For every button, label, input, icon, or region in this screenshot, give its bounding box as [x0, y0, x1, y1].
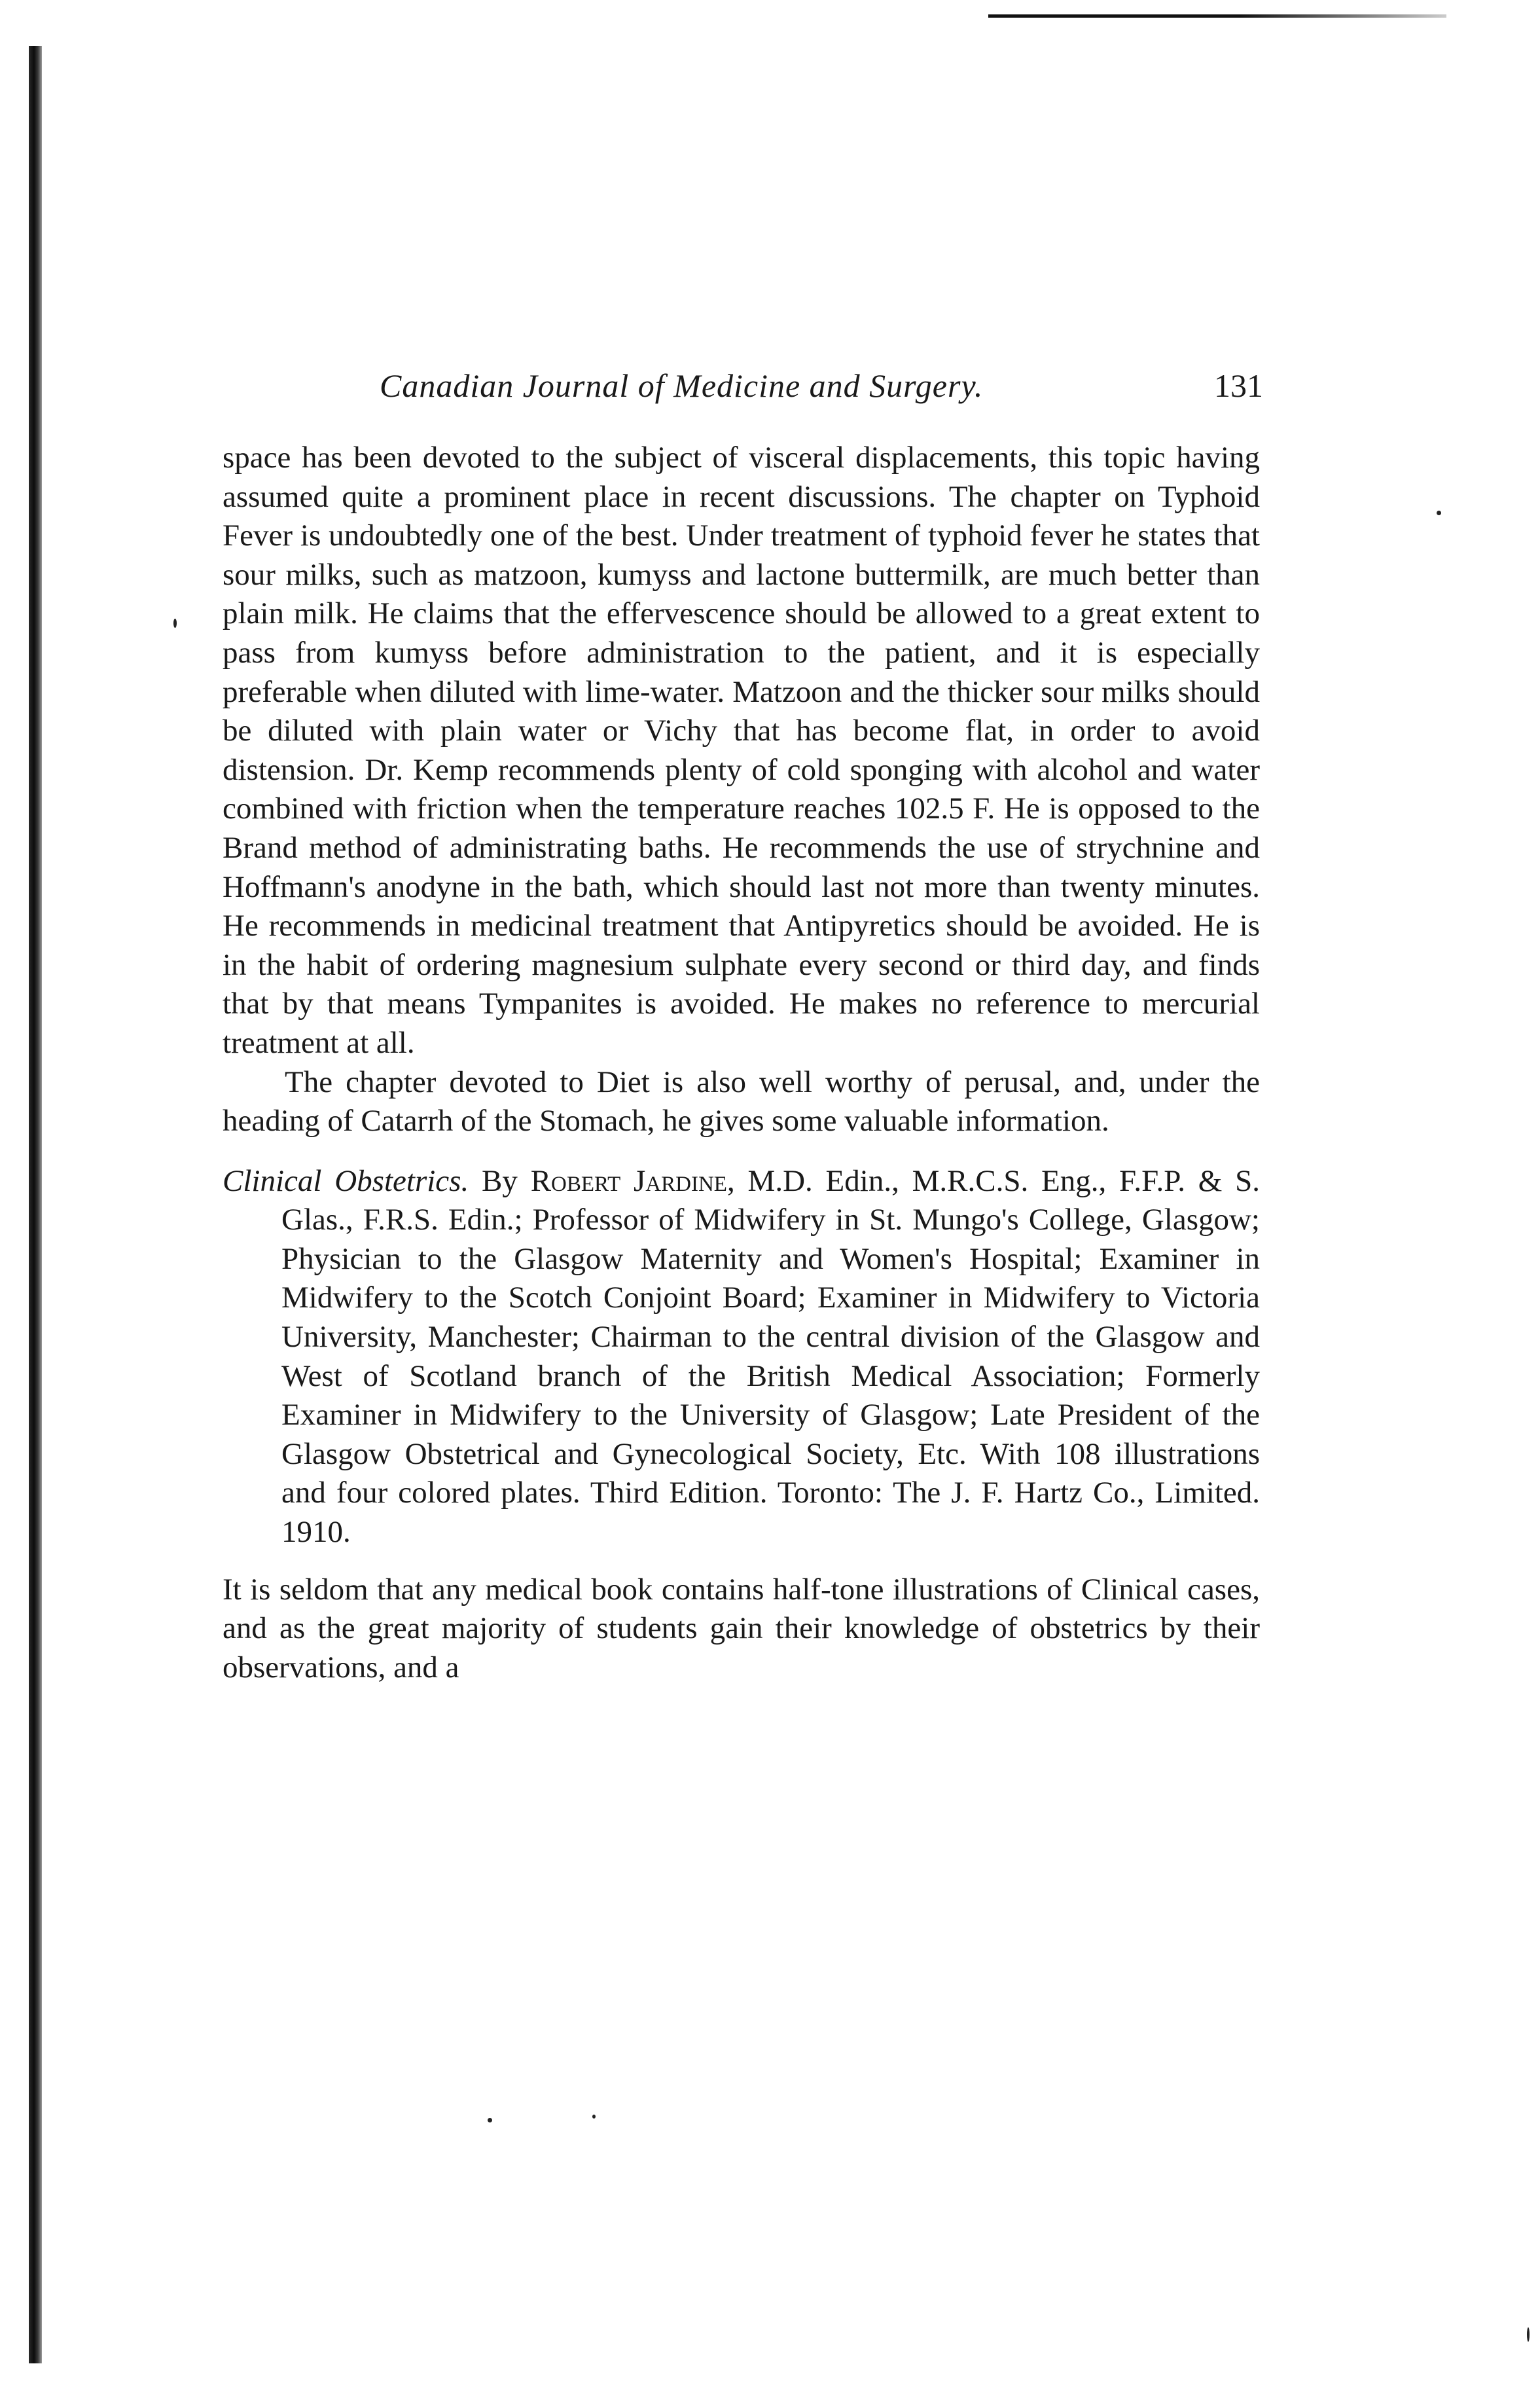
continuation-paragraph: space has been devoted to the subject of visceral displacements, this topic having assumed quite a prominent place in recent discussions. The chapter on Typhoid Fever is undoubtedly one of the best. Under treatment of typhoid fever he states that sour milks, such as matzoon, kumyss and lactone buttermilk, are much better than plain milk. He claims that the effervescence should be allowed to a great extent to pass from kumyss before administration to the patient, and it is especially preferable when diluted with lime-water. Matzoon and the thicker sour milks should be diluted with plain water or Vichy that has become flat, in order to avoid distension. Dr. Kemp recommends plenty of cold sponging with alcohol and water combined with friction when the temperature reaches 102.5 F. He is opposed to the Brand method of administrating baths. He recommends the use of strychnine and Hoffmann's anodyne in the bath, which should last not more than twenty minutes. He recommends in medicinal treatment that Antipyretics should be avoided. He is in the habit of ordering magnesium sulphate every second or third day, and finds that by that means Tympanites is avoided. He makes no reference to mercurial treatment at all.: [223, 441, 1260, 1060]
journal-title: Canadian Journal of Medicine and Surgery.: [380, 367, 984, 404]
scan-speck: [592, 2115, 596, 2119]
book-review-citation: [223, 1162, 1260, 1552]
page-number: 131: [1214, 367, 1263, 404]
review-paragraph: It is seldom that any medical book contains half-tone illustrations of Clinical cases, and as the great majority of students gain their knowledge of obstetrics by their observations, and a: [223, 1572, 1260, 1684]
scan-speck: [488, 2118, 492, 2122]
author-name: Robert Jardine,: [530, 1163, 735, 1198]
scan-speck: [173, 619, 177, 628]
running-head: [223, 367, 1263, 419]
by-label: By: [482, 1163, 518, 1198]
book-page: [223, 367, 1263, 1687]
scan-speck: [1437, 511, 1441, 515]
diet-paragraph: The chapter devoted to Diet is also well worthy of perusal, and, under the heading of Catarrh of the Stomach, he gives some valuable information.: [223, 1065, 1260, 1138]
book-title: Clinical Obstetrics.: [223, 1163, 469, 1198]
book-spine-shadow: [29, 46, 42, 2363]
scan-top-edge: [988, 14, 1446, 18]
scan-speck: [1527, 2327, 1530, 2342]
book-details: M.D. Edin., M.R.C.S. Eng., F.F.P. & S. Glas., F.R.S. Edin.; Professor of Midwifery in St. Mungo's College, Glasgow; Physician to the Glasgow Maternity and Women's Hospital; Examiner in Midwifery to the Scotch Conjoint Board; Examiner in Midwifery to Victoria University, Manchester; Chairman to the central division of the Glasgow and West of Scotland branch of the British Medical Association; Formerly Examiner in Midwifery to the University of Glasgow; Late President of the Glasgow Obstetrical and Gynecological Society, Etc. With 108 illustrations and four colored plates. Third Edition. Toronto: The J. F. Hartz Co., Limited. 1910.: [281, 1163, 1261, 1550]
